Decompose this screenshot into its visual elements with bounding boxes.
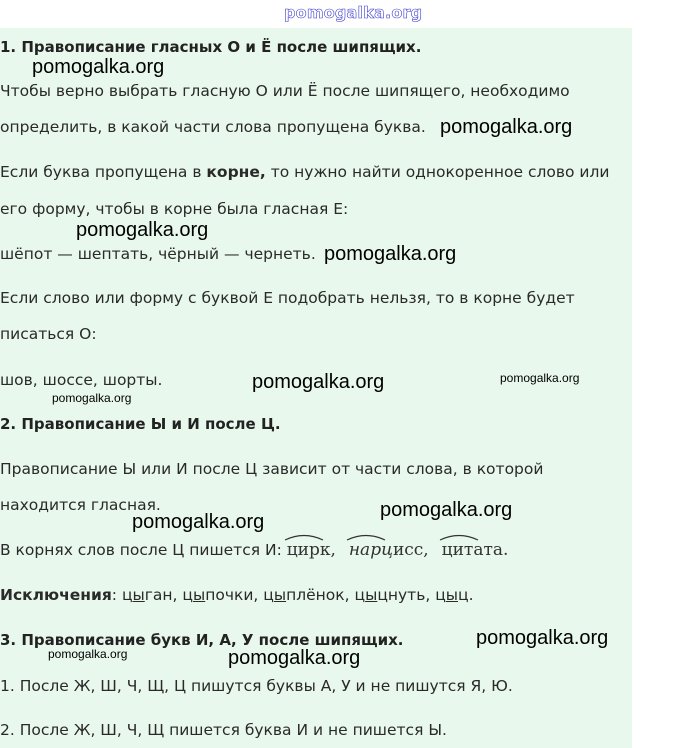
s1-paragraph2-line2: его форму, чтобы в корне была гласная Е: bbox=[0, 200, 349, 218]
s1-paragraph2-line1 bbox=[0, 163, 609, 181]
watermark: pomogalka.org bbox=[476, 627, 609, 649]
exc-word: цыпочки bbox=[182, 586, 254, 604]
root-arc-icon bbox=[284, 533, 324, 541]
watermark: pomogalka.org bbox=[380, 499, 513, 521]
s1-paragraph3-line1: Если слово или форму с буквой Е подобрать нельзя, то в корне будет bbox=[0, 289, 575, 307]
watermark-small: pomogalka.org bbox=[52, 391, 132, 405]
s1-paragraph1-line2: определить, в какой части слова пропущена буква. bbox=[0, 118, 426, 136]
s3-rule2: 2. После Ж, Ш, Ч, Щ пишется буква И и не пишется Ы. bbox=[0, 721, 447, 739]
s2-paragraph1-line1: Правописание Ы или И после Ц зависит от части слова, в которой bbox=[0, 460, 544, 478]
s2-exceptions-line: Исключения: цыган, цыпочки, цыплёнок, цыцнуть, цыц. bbox=[0, 586, 474, 604]
s1-p2-pre: Если буква пропущена в bbox=[0, 163, 207, 181]
watermark-small: pomogalka.org bbox=[500, 371, 580, 385]
root-arc-icon bbox=[439, 533, 479, 541]
s1-p2-post: то нужно найти однокоренное слово или bbox=[265, 163, 610, 181]
watermark: pomogalka.org bbox=[324, 243, 457, 265]
s2-root-rule-text: В корнях слов после Ц пишется И: bbox=[0, 541, 287, 559]
section1-title: 1. Правописание гласных О и Ё после шипящих. bbox=[0, 38, 422, 56]
watermark: pomogalka.org bbox=[252, 371, 385, 393]
section3-title: 3. Правописание букв И, А, У после шипящих. bbox=[0, 631, 404, 649]
s1-paragraph3-line2: писаться О: bbox=[0, 325, 97, 343]
watermark-small: pomogalka.org bbox=[48, 647, 128, 661]
root-arc-icon bbox=[346, 533, 386, 541]
example-word-citata: цитата. bbox=[442, 540, 509, 560]
watermark: pomogalka.org bbox=[132, 511, 265, 533]
s1-examples-line2: шов, шоссе, шорты. bbox=[0, 371, 163, 389]
exc-word: цыц bbox=[435, 586, 469, 604]
exc-word: цыцнуть bbox=[354, 586, 426, 604]
section2-title: 2. Правописание Ы и И после Ц. bbox=[0, 415, 281, 433]
watermark: pomogalka.org bbox=[440, 116, 573, 138]
example-word-cirk: цирк, bbox=[287, 540, 336, 560]
exceptions-label: Исключения bbox=[0, 586, 112, 604]
s2-root-rule-line bbox=[0, 540, 508, 560]
exc-word: цыган bbox=[121, 586, 173, 604]
s1-p2-bold: корне, bbox=[206, 163, 266, 181]
s2-paragraph1-line2: находится гласная. bbox=[0, 496, 161, 514]
exc-word: цыплёнок bbox=[263, 586, 345, 604]
s1-examples-line: шёпот — шептать, чёрный — чернеть. bbox=[0, 245, 316, 263]
s1-paragraph1-line1: Чтобы верно выбрать гласную О или Ё после шипящего, необходимо bbox=[0, 82, 570, 100]
watermark: pomogalka.org bbox=[32, 56, 165, 78]
example-word-narciss: нарцисс, bbox=[349, 540, 429, 560]
watermark: pomogalka.org bbox=[228, 647, 361, 669]
watermark: pomogalka.org bbox=[76, 219, 209, 241]
watermark-top: pomogalka.org bbox=[284, 3, 423, 22]
s3-rule1: 1. После Ж, Ш, Ч, Щ, Ц пишутся буквы А, У и не пишутся Я, Ю. bbox=[0, 677, 513, 695]
